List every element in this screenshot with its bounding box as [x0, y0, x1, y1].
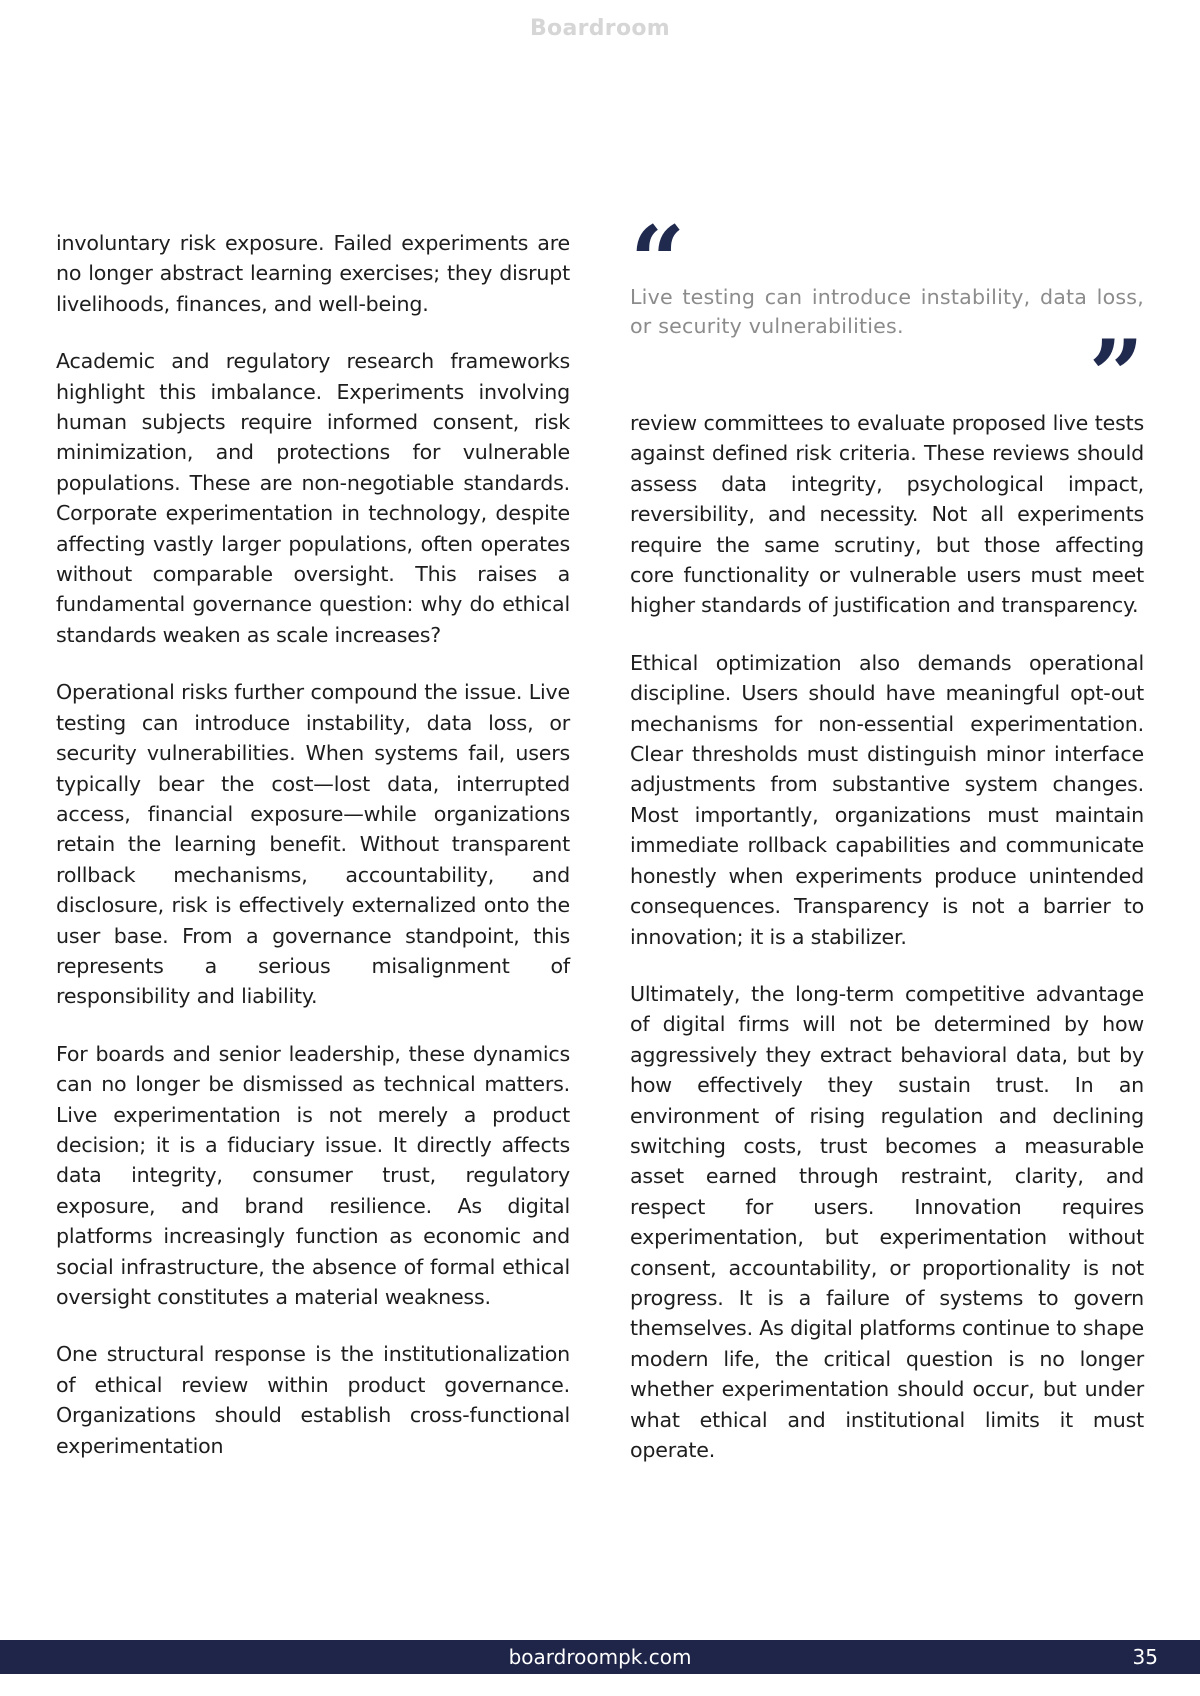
right-column	[630, 205, 1144, 1492]
open-quote-icon: “	[630, 205, 686, 318]
body-paragraph: review committees to evaluate proposed live tests against defined risk criteria. These reviews should assess data integrity, psychological impact, reversibility, and necessity. Not all experiments require the same scrutiny, but those affecting core functionality or vulnerable users must meet higher standards of justification and transparency.	[630, 411, 1144, 618]
footer-bar	[0, 1640, 1200, 1674]
page-number: 35	[1132, 1645, 1158, 1669]
close-quote-icon: ”	[1088, 319, 1144, 432]
body-paragraph: Operational risks further compound the issue. Live testing can introduce instability, data loss, or security vulnerabilities. When systems fail, users typically bear the cost—lost data, interrupted access, financial exposure—while organizations retain the learning benefit. Without transparent rollback mechanisms, accountability, and disclosure, risk is effectively externalized onto the user base. From a governance standpoint, this represents a serious misalignment of responsibility and liability.	[56, 680, 570, 1009]
pull-quote-text: Live testing can introduce instability, data loss, or security vulnerabilities.	[630, 285, 1144, 338]
left-column	[56, 228, 570, 1488]
body-paragraph: Ethical optimization also demands operational discipline. Users should have meaningful opt-out mechanisms for non-essential experimentation. Clear thresholds must distinguish minor interface adjustments from substantive system changes. Most importantly, organizations must maintain immediate rollback capabilities and communicate honestly when experiments produce unintended consequences. Transparency is not a barrier to innovation; it is a stabilizer.	[630, 650, 1144, 949]
body-paragraph: involuntary risk exposure. Failed experiments are no longer abstract learning exercises; they disrupt livelihoods, finances, and well-being.	[56, 231, 570, 316]
footer-website-link[interactable]: boardroompk.com	[508, 1645, 692, 1669]
pull-quote	[630, 205, 1144, 432]
body-paragraph: For boards and senior leadership, these dynamics can no longer be dismissed as technical matters. Live experimentation is not merely a product decision; it is a fiduciary issue. It directly affects data integrity, consumer trust, regulatory exposure, and brand resilience. As digital platforms increasingly function as economic and social infrastructure, the absence of formal ethical oversight constitutes a material weakness.	[56, 1041, 570, 1309]
masthead: Boardroom	[529, 16, 671, 41]
body-paragraph: Ultimately, the long-term competitive advantage of digital firms will not be determined by how aggressively they extract behavioral data, but by how effectively they sustain trust. In an environment of rising regulation and declining switching costs, trust becomes a measurable asset earned through restraint, clarity, and respect for users. Innovation requires experimentation, but experimentation without consent, accountability, or proportionality is not progress. It is a failure of systems to govern themselves. As digital platforms continue to shape modern life, the critical question is no longer whether experimentation should occur, but under what ethical and institutional limits it must operate.	[630, 981, 1144, 1462]
body-paragraph: Academic and regulatory research frameworks highlight this imbalance. Experiments involving human subjects require informed consent, risk minimization, and protections for vulnerable populations. These are non-negotiable standards. Corporate experimentation in technology, despite affecting vastly larger populations, often operates without comparable oversight. This raises a fundamental governance question: why do ethical standards weaken as scale increases?	[56, 349, 570, 647]
body-paragraph: One structural response is the institutionalization of ethical review within product governance. Organizations should establish cross-functional experimentation	[56, 1342, 570, 1458]
